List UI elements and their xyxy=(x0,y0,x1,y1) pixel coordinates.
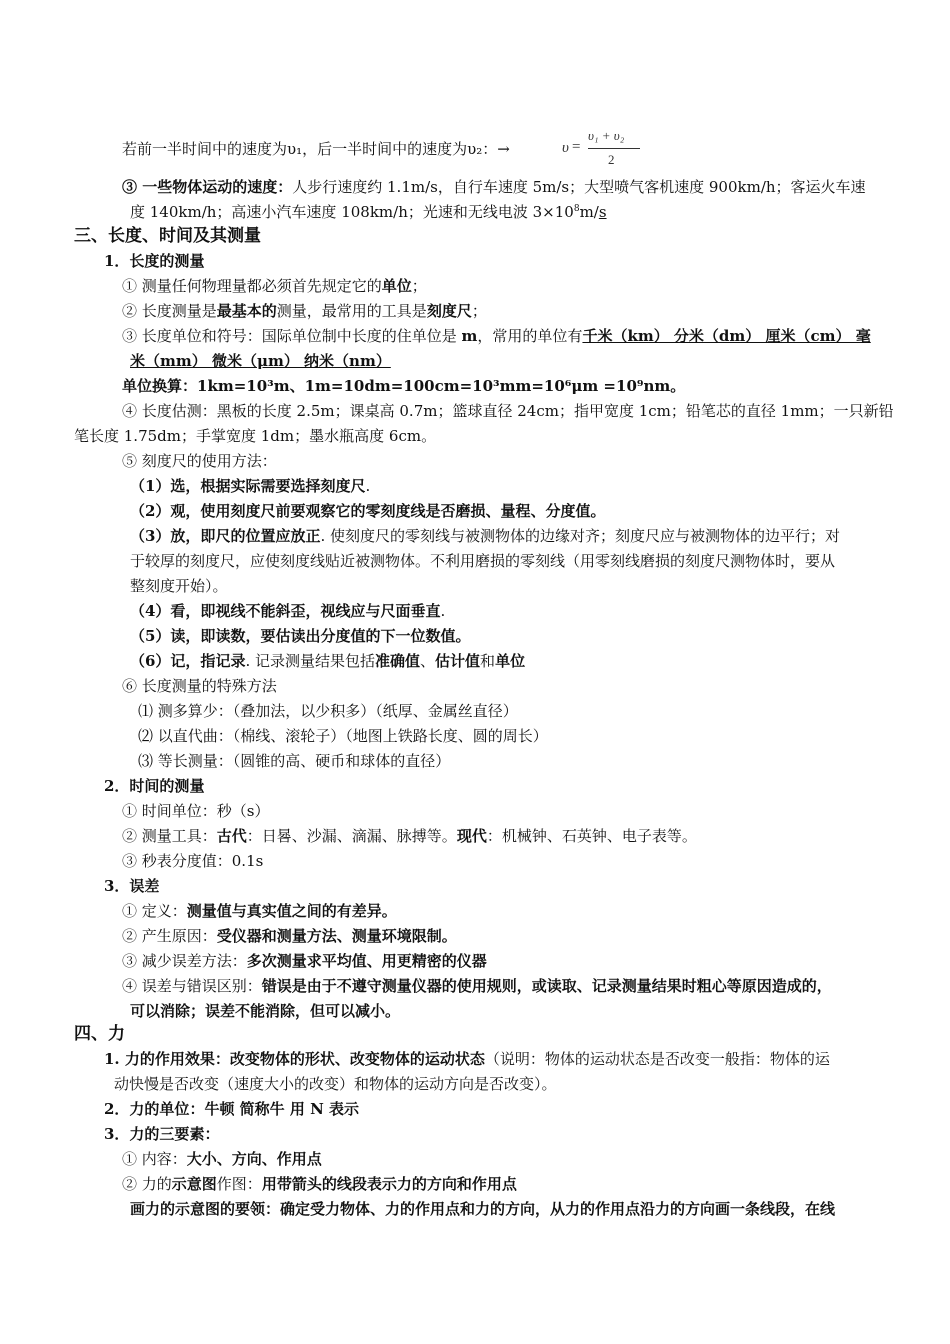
formula-numerator: υ₁ + υ₂ xyxy=(588,128,625,143)
time-t1: ① 时间单位：秒（s） xyxy=(122,802,270,820)
section-3-title: 三、长度、时间及其测量 xyxy=(74,226,261,246)
force-f1: 1. 力的作用效果：改变物体的形状、改变物体的运动状态（说明：物体的运动状态是否改变一般指：物体的运 xyxy=(104,1050,830,1068)
ruler-step-5: （5）读，即读数，要估读出分度值的下一位数值。 xyxy=(130,627,471,645)
avg-speed-line: 若前一半时间中的速度为υ₁，后一半时间中的速度为υ₂：→ xyxy=(122,140,510,158)
force-f1-cont: 动快慢是否改变（速度大小的改变）和物体的运动方向是否改变）。 xyxy=(114,1075,557,1093)
special-method-3: ⑶ 等长测量：（圆锥的高、硬币和球体的直径） xyxy=(138,752,451,770)
length-p6: ⑥ 长度测量的特殊方法 xyxy=(122,677,277,695)
length-p4: ④ 长度估测：黑板的长度 2.5m；课桌高 0.7m；篮球直径 24cm；指甲宽度 1cm；铅笔芯的直径 1mm；一只新铅 xyxy=(122,402,894,420)
speed-examples-cont: 度 140km/h；高速小汽车速度 108km/h；光速和无线电波 $3\times 10^8m/s$ xyxy=(130,203,607,221)
ruler-step-6: （6）记，指记录. 记录测量结果包括准确值、估计值和单位 xyxy=(130,652,526,670)
fraction-bar xyxy=(588,148,640,149)
ruler-step-3-cont2: 整刻度开始）。 xyxy=(130,577,228,595)
ruler-step-4: （4）看，即视线不能斜歪，视线应与尺面垂直. xyxy=(130,602,446,620)
force-f3: 3．力的三要素： xyxy=(104,1125,220,1143)
error-e4-cont: 可以消除；误差不能消除，但可以减小。 xyxy=(130,1002,401,1020)
avg-speed-formula xyxy=(562,128,642,172)
error-e3: ③ 减少误差方法：多次测量求平均值、用更精密的仪器 xyxy=(122,952,487,970)
special-method-2: ⑵ 以直代曲：（棉线、滚轮子）（地图上铁路长度、圆的周长） xyxy=(138,727,548,745)
formula-denominator: 2 xyxy=(608,152,615,167)
error-e2: ② 产生原因：受仪器和测量方法、测量环境限制。 xyxy=(122,927,457,945)
force-f2: 2．力的单位：牛顿 简称牛 用 N 表示 xyxy=(104,1100,360,1118)
force-f3-2: ② 力的示意图作图：用带箭头的线段表示力的方向和作用点 xyxy=(122,1175,517,1193)
force-f3-3: 画力的示意图的要领：确定受力物体、力的作用点和力的方向，从力的作用点沿力的方向画一条线段，在线 xyxy=(130,1200,836,1218)
unit-conversion: 单位换算：1km=10³m、1m=10dm=100cm=10³mm=10⁶μm =10⁹nm。 xyxy=(122,377,686,395)
error-heading: 3．误差 xyxy=(104,877,160,895)
length-p3-cont: 米（mm） 微米（μm） 纳米（nm） xyxy=(130,352,391,370)
length-p3: ③ 长度单位和符号：国际单位制中长度的住单位是 m，常用的单位有千米（km） 分米（dm） 厘米（cm） 毫 xyxy=(122,327,871,345)
speed-examples: ③ 一些物体运动的速度：人步行速度约 1.1m/s，自行车速度 5m/s；大型喷气客机速度 900km/h；客运火车速 xyxy=(122,178,866,196)
ruler-step-1: （1）选，根据实际需要选择刻度尺. xyxy=(130,477,371,495)
time-heading: 2．时间的测量 xyxy=(104,777,205,795)
section-4-title: 四、力 xyxy=(74,1024,125,1044)
time-t3: ③ 秒表分度值：0.1s xyxy=(122,852,264,870)
ruler-step-3: （3）放，即尺的位置应放正. 使刻度尺的零刻线与被测物体的边缘对齐；刻度尺应与被测物体的边平行；对 xyxy=(130,527,840,545)
length-p5: ⑤ 刻度尺的使用方法： xyxy=(122,452,277,470)
error-e4: ④ 误差与错误区别：错误是由于不遵守测量仪器的使用规则，或读取、记录测量结果时粗心等原因造成的， xyxy=(122,977,832,995)
time-t2: ② 测量工具：古代：日晷、沙漏、滴漏、脉搏等。现代：机械钟、石英钟、电子表等。 xyxy=(122,827,697,845)
length-p2: ② 长度测量是最基本的测量，最常用的工具是刻度尺； xyxy=(122,302,487,320)
formula-eq: = xyxy=(572,139,581,155)
length-p4-cont: 笔长度 1.75dm；手掌宽度 1dm；墨水瓶高度 6cm。 xyxy=(74,427,437,445)
formula-v: υ xyxy=(562,140,569,156)
length-heading: 1．长度的测量 xyxy=(104,252,205,270)
special-method-1: ⑴ 测多算少：（叠加法，以少积多）（纸厚、金属丝直径） xyxy=(138,702,518,720)
force-f3-1: ① 内容：大小、方向、作用点 xyxy=(122,1150,322,1168)
error-e1: ① 定义：测量值与真实值之间的有差异。 xyxy=(122,902,397,920)
ruler-step-2: （2）观，使用刻度尺前要观察它的零刻度线是否磨损、量程、分度值。 xyxy=(130,502,606,520)
length-p1: ① 测量任何物理量都必须首先规定它的单位； xyxy=(122,277,427,295)
ruler-step-3-cont: 于较厚的刻度尺，应使刻度线贴近被测物体。不利用磨损的零刻线（用零刻线磨损的刻度尺测物体时，要从 xyxy=(130,552,836,570)
